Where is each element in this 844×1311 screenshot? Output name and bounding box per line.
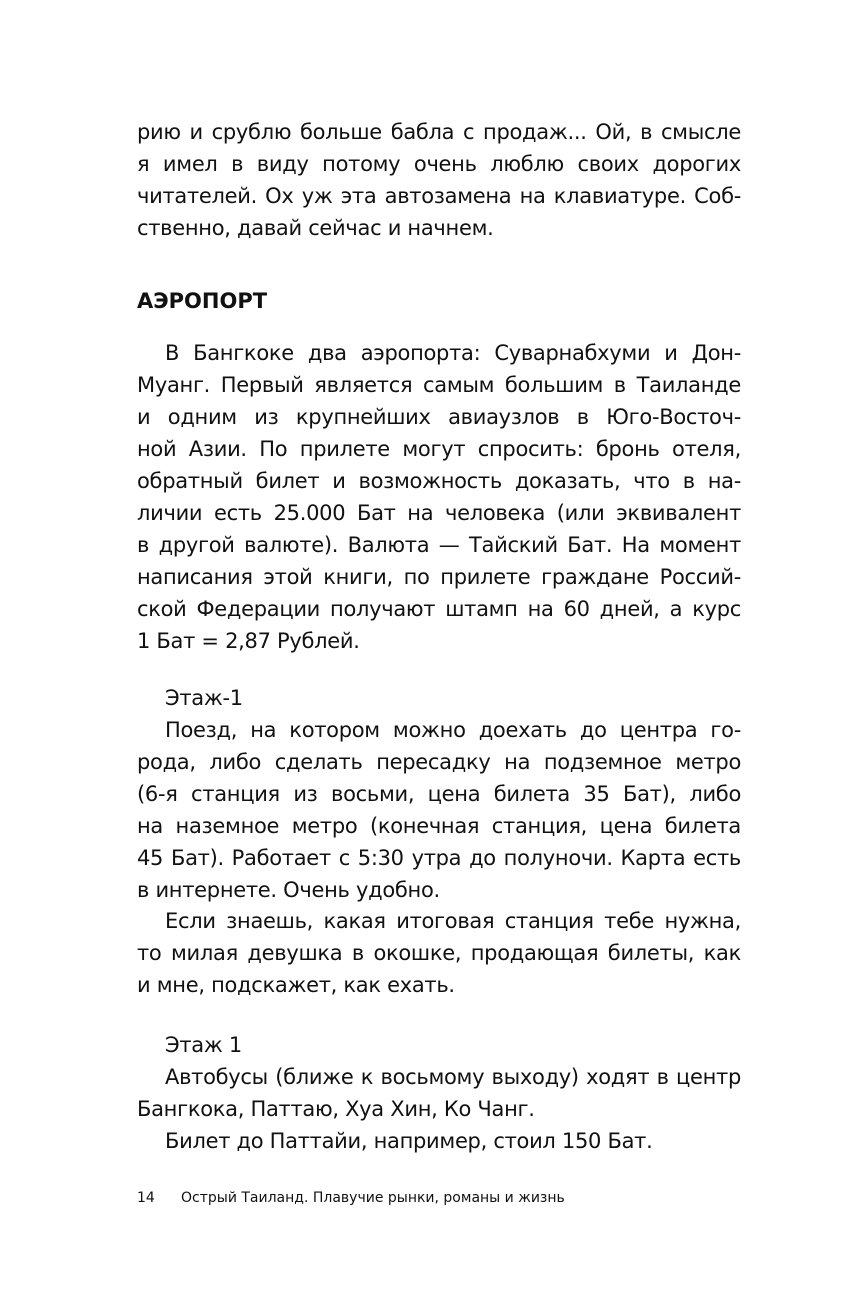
text-line: ственно, давай сейчас и начнем.: [137, 216, 494, 240]
paragraph: [137, 714, 741, 906]
text-line: и мне, подскажет, как ехать.: [137, 973, 455, 997]
text-line: читателей. Ох уж эта автозамена на клавиатуре. Соб-: [137, 184, 741, 208]
paragraph: [137, 1029, 741, 1061]
text-line: В Бангкоке два аэропорта: Суварнабхуми и Дон-: [165, 341, 741, 365]
text-line: написания этой книги, по прилете граждане Россий-: [137, 565, 741, 589]
text-line: Этаж-1: [165, 686, 243, 710]
text-line: обратный билет и возможность доказать, что в на-: [137, 469, 741, 493]
text-line: рода, либо сделать пересадку на подземное метро: [137, 750, 741, 774]
paragraph: [137, 905, 741, 1001]
text-line: на наземное метро (конечная станция, цена билета: [137, 814, 741, 838]
text-line: ской Федерации получают штамп на 60 дней, а курс: [137, 597, 741, 621]
text-line: рию и срублю больше бабла с продаж... Ой, в смысле: [137, 120, 741, 144]
text-line: и одним из крупнейших авиаузлов в Юго-Восточ-: [137, 405, 741, 429]
section-heading: [137, 285, 741, 317]
page-footer: [137, 1188, 565, 1208]
text-line: Билет до Паттайи, например, стоил 150 Бат.: [165, 1129, 653, 1153]
text-line: в другой валюте). Валюта — Тайский Бат. На момент: [137, 533, 741, 557]
paragraph: [137, 1125, 741, 1157]
text-line: (6-я станция из восьми, цена билета 35 Бат), либо: [137, 782, 741, 806]
text-line: личии есть 25.000 Бат на человека (или эквивалент: [137, 501, 741, 525]
text-line: то милая девушка в окошке, продающая билеты, как: [137, 941, 741, 965]
text-line: Если знаешь, какая итоговая станция тебе нужна,: [165, 909, 741, 933]
text-line: 45 Бат). Работает с 5:30 утра до полуночи. Карта есть: [137, 846, 741, 870]
paragraph: [137, 337, 741, 657]
page-number: 14: [137, 1190, 155, 1206]
text-line: я имел в виду потому очень люблю своих дорогих: [137, 152, 741, 176]
heading-text: АЭРОПОРТ: [137, 289, 268, 313]
text-line: Автобусы (ближе к восьмому выходу) ходят в центр: [165, 1065, 741, 1089]
text-line: Поезд, на котором можно доехать до центра го-: [165, 718, 741, 742]
text-line: Этаж 1: [165, 1033, 242, 1057]
paragraph: [137, 116, 741, 244]
running-title: Острый Таиланд. Плавучие рынки, романы и жизнь: [181, 1190, 565, 1206]
text-line: ной Азии. По прилете могут спросить: бронь отеля,: [137, 437, 741, 461]
text-line: Бангкока, Паттаю, Хуа Хин, Ко Чанг.: [137, 1097, 535, 1121]
paragraph: [137, 1061, 741, 1125]
text-line: 1 Бат = 2,87 Рублей.: [137, 629, 360, 653]
paragraph: [137, 682, 741, 714]
text-line: Муанг. Первый является самым большим в Таиланде: [137, 373, 741, 397]
text-line: в интернете. Очень удобно.: [137, 878, 440, 902]
